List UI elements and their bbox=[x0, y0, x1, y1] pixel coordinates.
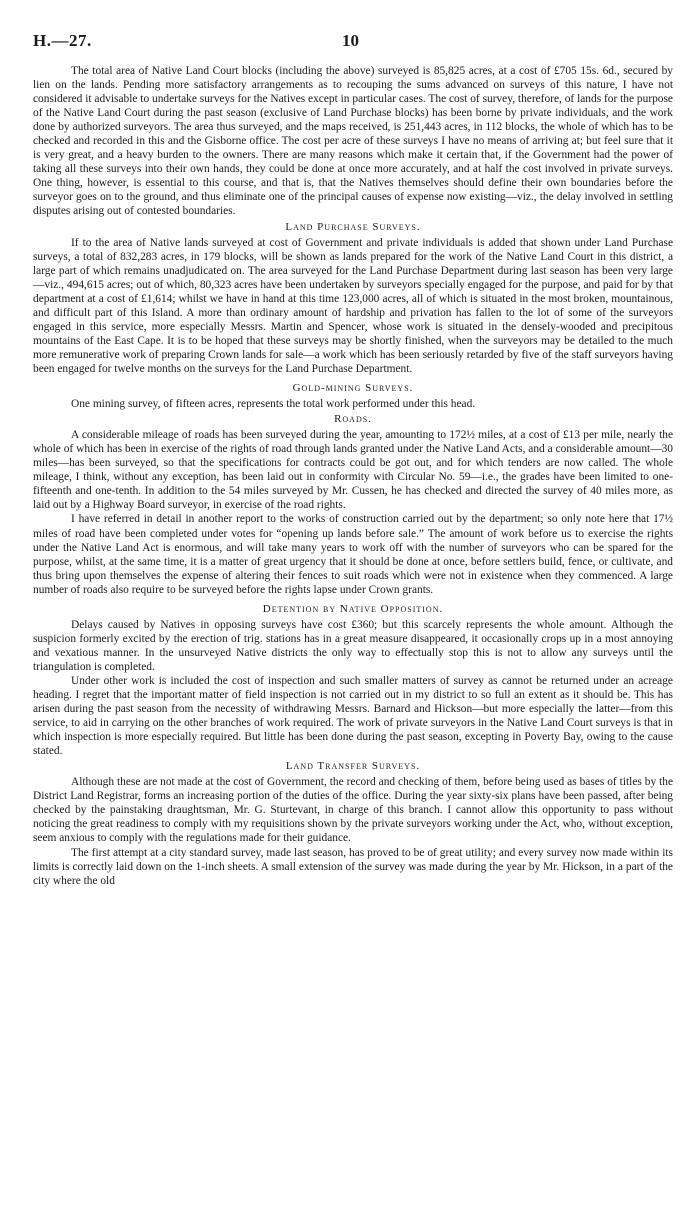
heading-land-purchase-surveys: Land Purchase Surveys. bbox=[285, 220, 421, 233]
section-spacer bbox=[33, 376, 673, 380]
heading-land-transfer-surveys: Land Transfer Surveys. bbox=[285, 760, 421, 773]
paragraph-roads-surveyed: A considerable mileage of roads has been surveyed during the year, amounting to 172½ miles, at a cost of £13 per mile, nearly the whole of which has been in exercise of the rights of road through lands granted under the Native Land Acts, and a considerable amount—30 miles—has been surveyed, so that the specifications for contracts could be got out, and for which tenders are now called. The whole mileage, I think, without any exception, has been laid out in conformity with Circular No. 59—i.e., the grades have been limited to one-fifteenth and one-tenth. In addition to the 54 miles surveyed by Mr. Cussen, he has checked and directed the survey of 40 miles more, as laid out by a Highway Board surveyor, in exercise of the road rights. bbox=[33, 429, 673, 512]
paragraph-land-transfer-checking: Although these are not made at the cost of Government, the record and checking of them, before being used as bases of titles by the District Land Registrar, forms an increasing portion of the duties of the office. During the year sixty-six plans have been passed, after being checked by the painstaking draughtsman, Mr. G. Sturtevant, in charge of this branch. I cannot allow this opportunity to pass without noticing the great readiness to comply with my requisitions shown by the private surveyors working under the Act, who, without exception, seem anxious to comply with the regulations made for their guidance. bbox=[33, 776, 673, 845]
heading-detention-native-opposition: Detention by Native Opposition. bbox=[262, 602, 444, 615]
page-number: 10 bbox=[342, 31, 359, 50]
paragraph-inspection-other-work: Under other work is included the cost of inspection and such smaller matters of survey as cannot be returned under an acreage heading. I regret that the important matter of field inspection is not carried out in my district to so full an extent as it should be. This has arisen during the past season from the necessity of withdrawing Messrs. Barnard and Hickson—but more especially the latter—from this service, to aid in carrying on the other branches of work required. The work of private surveyors in the Native Land Court surveys is that in which inspection is more especially required. But little has been done during the past season, excepting in Poverty Bay, owing to the cause stated. bbox=[33, 674, 673, 758]
paragraph-native-opposition-delays: Delays caused by Natives in opposing surveys have cost £360; but this scarcely represents the whole amount. Although the suspicion formerly excited by the erection of trig. stations has in a great measure disappeared, it occasionally crops up in a most annoying and vexatious manner. In the unsurveyed Native districts the only way to effectually stop this is not to allow any surveys until the triangulation is completed. bbox=[33, 618, 673, 673]
paragraph-city-standard-survey: The first attempt at a city standard survey, made last season, has proved to be of great utility; and every survey now made within its limits is correctly laid down on the 1-inch sheets. A small extension of the survey was made during the year by Mr. Hickson, in a part of the city where the old bbox=[33, 846, 673, 887]
paragraph-land-purchase-surveys: If to the area of Native lands surveyed at cost of Government and private individuals is added that shown under Land Purchase surveys, a total of 832,283 acres, in 179 blocks, will be shown as lands prepared for the work of the Native Land Court in this district, a large part of which remains unadjudicated on. The area surveyed for the Land Purchase Department during last season has been very large—viz., 494,615 acres; out of which, 80,323 acres have been undertaken by surveyors specially engaged for the purpose, and paid for by that department at a cost of £1,614; whilst we have in hand at this time 123,000 acres, all of which is situated in the most broken, mountainous, and difficult part of this Island. A more than ordinary amount of hardship and privation has fallen to the lot of some of the surveyors engaged in this service, more especially Messrs. Martin and Spencer, whose work is situated in the densely-wooded and precipitous mountains of the East Cape. It is to be hoped that these surveys may be shortly finished, when the surveyors may be detailed to the much more remunerative work of preparing Crown lands for sale—a work which has been seriously retarded by five of the staff surveyors having been engaged for twelve months on the surveys for the Land Purchase Department. bbox=[33, 236, 673, 375]
paragraph-gold-mining-surveys: One mining survey, of fifteen acres, represents the total work performed under this head. bbox=[71, 398, 476, 411]
paragraph-native-land-court-blocks: The total area of Native Land Court blocks (including the above) surveyed is 85,825 acres, at a cost of £705 15s. 6d., secured by lien on the lands. Pending more satisfactory arrangements as to recouping the sums advanced on surveys of this nature, I have not considered it advisable to undertake surveys for the Natives except in particular cases. The cost of survey, therefore, of lands for the purpose of the Native Land Court during the past season (exclusive of Land Purchase blocks) has been borne by private individuals, and the work done by authorized surveyors. The area thus surveyed, and the maps received, is 251,443 acres, in 112 blocks, the whole of which has to be checked and recorded in this and the Gisborne office. The cost per acre of these surveys I have no means of arriving at; but feel sure that it is very great, and a heavy burden to the owners. There are many reasons which make it certain that, if the Government had the power of taking all these surveys into their own hands, they could be done at once more accurately, and at half the cost involved in private surveys. One thing, however, is essential to this course, and that is, that the Natives themselves should define their own boundaries before the surveyor goes on to the ground, and thus eliminate one of the principal causes of expense now existing—viz., the delay involved in settling disputes arising out of contested boundaries. bbox=[33, 65, 673, 218]
heading-gold-mining-surveys: Gold-mining Surveys. bbox=[292, 382, 414, 395]
heading-roads: Roads. bbox=[334, 413, 372, 426]
section-spacer bbox=[33, 597, 673, 601]
paragraph-roads-construction: I have referred in detail in another report to the works of construction carried out by the department; so only note here that 17½ miles of road have been completed under votes for “opening up lands before sale.” The amount of work before us to exercise the rights under the Native Land Act is enormous, and will take many years to work off with the number of surveyors who can be spared for the purpose, whilst, at the same time, it is a matter of great urgency that it should be done at once, before settlers build, fence, or cultivate, and thus bring upon themselves the expense of altering their fences to suit roads which were not in existence when they commenced. A large number of roads also require to be surveyed before the rights lapse under Crown grants. bbox=[33, 513, 673, 596]
running-head: H.—27. bbox=[33, 31, 92, 50]
page-header bbox=[33, 31, 673, 64]
